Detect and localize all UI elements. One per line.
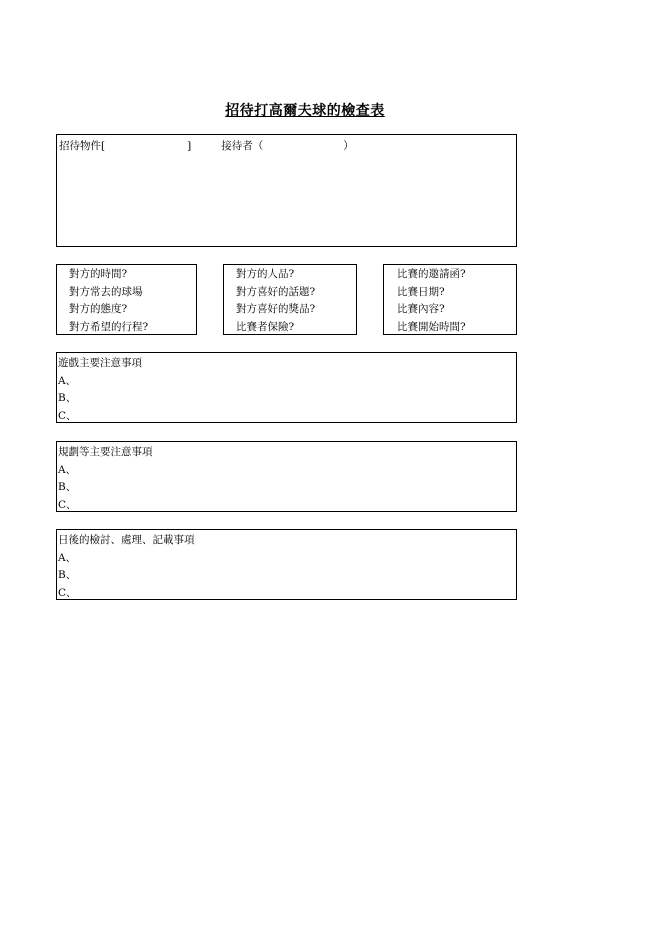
question-item: 比賽的邀請函? bbox=[397, 268, 466, 280]
notes-item-c[interactable]: C、 bbox=[58, 498, 77, 511]
question-item: 比賽者保險? bbox=[236, 320, 295, 333]
receiver-close-bracket: ） bbox=[343, 140, 354, 152]
game-notes-box bbox=[56, 352, 517, 423]
question-item: 對方的人品? bbox=[236, 268, 295, 280]
notes-heading: 日後的檢討、處理、記載事項 bbox=[58, 534, 195, 546]
question-item: 對方常去的球場 bbox=[69, 285, 143, 298]
item-close-bracket: ] bbox=[187, 140, 192, 152]
review-notes-box bbox=[56, 529, 517, 600]
question-item: 對方喜好的話題? bbox=[236, 285, 316, 298]
notes-item-b[interactable]: B、 bbox=[58, 392, 77, 404]
notes-item-c[interactable]: C、 bbox=[58, 586, 77, 599]
question-item: 對方希望的行程? bbox=[69, 320, 149, 333]
page-title: 招待打高爾夫球的檢查表 bbox=[225, 103, 385, 119]
invitation-info-row bbox=[59, 138, 354, 156]
notes-item-a[interactable]: A、 bbox=[58, 374, 77, 387]
receiver-label: 接待者（ bbox=[221, 140, 264, 152]
question-item: 比賽日期? bbox=[397, 285, 445, 298]
planning-notes-box bbox=[56, 441, 517, 512]
question-item: 對方喜好的獎品? bbox=[236, 303, 316, 315]
question-box-3 bbox=[383, 264, 517, 335]
notes-heading: 遊戲主要注意事項 bbox=[58, 357, 142, 369]
question-box-2 bbox=[223, 264, 357, 335]
notes-item-a[interactable]: A、 bbox=[58, 551, 77, 564]
notes-item-b[interactable]: B、 bbox=[58, 569, 77, 581]
question-item: 對方的態度? bbox=[69, 303, 128, 315]
notes-item-c[interactable]: C、 bbox=[58, 409, 77, 422]
question-item: 比賽內容? bbox=[397, 303, 445, 315]
invitation-info-box bbox=[56, 134, 517, 247]
notes-heading: 規劃等主要注意事項 bbox=[58, 446, 153, 458]
notes-item-a[interactable]: A、 bbox=[58, 463, 77, 476]
question-item: 比賽開始時間? bbox=[397, 320, 466, 333]
notes-item-b[interactable]: B、 bbox=[58, 481, 77, 493]
question-item: 對方的時間? bbox=[69, 268, 128, 280]
question-box-1 bbox=[56, 264, 197, 335]
item-label: 招待物件[ bbox=[59, 140, 106, 152]
